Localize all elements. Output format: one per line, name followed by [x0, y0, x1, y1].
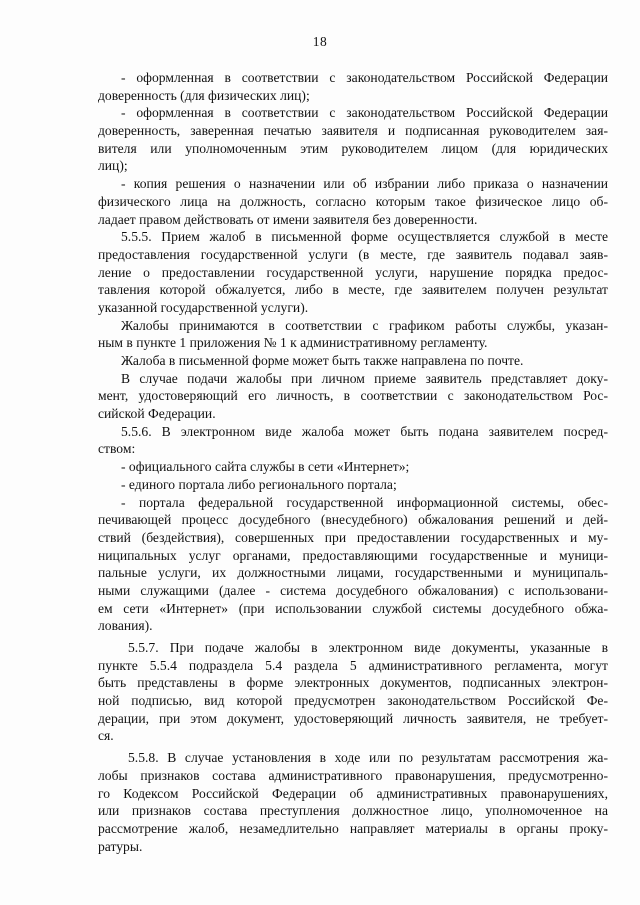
text-line: физического лица на должность, согласно которым такое физическое лицо об- [98, 193, 608, 209]
text-line: Жалобы принимаются в соответствии с графиком работы службы, указан- [121, 317, 608, 333]
text-line: - официального сайта службы в сети «Интернет»; [121, 459, 410, 475]
text-line: предоставления государственной услуги (в месте, где заявитель подавал заяв- [98, 246, 608, 262]
text-line: быть представлены в форме электронных документов, подписанных электрон- [98, 675, 608, 691]
text-line: указанной государственной услуги). [98, 299, 309, 315]
text-line: - оформленная в соответствии с законодательством Российской Федерации [121, 105, 608, 121]
text-line: В случае подачи жалобы при личном приеме заявитель представляет доку- [121, 370, 608, 386]
text-line: ниципальных услуг органами, предоставляющими государственные и муници- [98, 547, 608, 563]
text-line: печивающей процесс досудебного (внесудебного) обжалования решений и дей- [98, 512, 608, 528]
text-line: доверенность, заверенная печатью заявителя и подписанная руководителем зая- [98, 123, 608, 139]
text-line: пальные услуги, их должностными лицами, государственными и муниципаль- [98, 565, 608, 581]
text-line: сийской Федерации. [98, 406, 216, 422]
text-line: 5.5.7. При подаче жалобы в электронном виде документы, указанные в [128, 640, 608, 655]
text-line: дерации, при этом документ, удостоверяющий личность заявителя, не требует- [98, 710, 608, 726]
text-line: - единого портала либо регионального портала; [121, 476, 397, 492]
text-line: ным в пункте 1 приложения № 1 к административному регламенту. [98, 335, 488, 351]
text-line: Жалоба в письменной форме может быть также направлена по почте. [121, 353, 524, 368]
document-body [98, 69, 608, 855]
text-line: тавления которой обжалуется, либо в месте, где заявителем получен результат [98, 282, 608, 298]
text-line: - копия решения о назначении или об избрании либо приказа о назначении [121, 176, 608, 192]
text-line: ладает правом действовать от имени заявителя без доверенности. [98, 211, 478, 227]
text-line: лиц); [98, 158, 128, 174]
text-line: го Кодексом Российской Федерации об административных правонарушениях, [98, 785, 608, 801]
text-line: ся. [98, 728, 114, 744]
text-line: ными служащими (далее - система досудебного обжалования) с использовани- [98, 582, 608, 598]
text-line: лования). [98, 618, 153, 634]
text-line: вителя или уполномоченным этим руководителем лицом (для юридических [98, 140, 608, 156]
text-line: ратуры. [98, 838, 143, 854]
text-line: 5.5.5. Прием жалоб в письменной форме осуществляется службой в месте [121, 229, 608, 245]
text-line: или признаков состава преступления должностное лицо, уполномоченное на [98, 803, 608, 819]
text-line: - портала федеральной государственной информационной системы, обес- [121, 494, 608, 510]
text-line: ем сети «Интернет» (при использовании службой системы досудебного обжа- [98, 600, 608, 616]
text-line: доверенность (для физических лиц); [98, 87, 310, 103]
text-line: 5.5.6. В электронном виде жалоба может быть подана заявителем посред- [121, 423, 608, 439]
text-line: 5.5.8. В случае установления в ходе или по результатам рассмотрения жа- [128, 750, 608, 766]
text-line: пункте 5.5.4 подраздела 5.4 раздела 5 административного регламента, могут [98, 657, 608, 673]
text-line: ствий (бездействия), совершенных при предоставлении государственных и му- [98, 529, 608, 545]
text-line: ством: [98, 441, 136, 457]
text-line: - оформленная в соответствии с законодательством Российской Федерации [121, 70, 608, 85]
page-number: 18 [312, 34, 328, 49]
text-line: ной подписью, вид которой предусмотрен законодательством Российской Фе- [98, 693, 608, 709]
text-line: ление о предоставлении государственной услуги, нарушение порядка предос- [98, 264, 608, 280]
text-line: рассмотрение жалоб, незамедлительно направляет материалы в органы проку- [98, 820, 608, 836]
text-line: мент, удостоверяющий его личность, в соответствии с законодательством Рос- [98, 388, 608, 404]
text-line: лобы признаков состава административного правонарушения, предусмотренно- [98, 767, 608, 783]
